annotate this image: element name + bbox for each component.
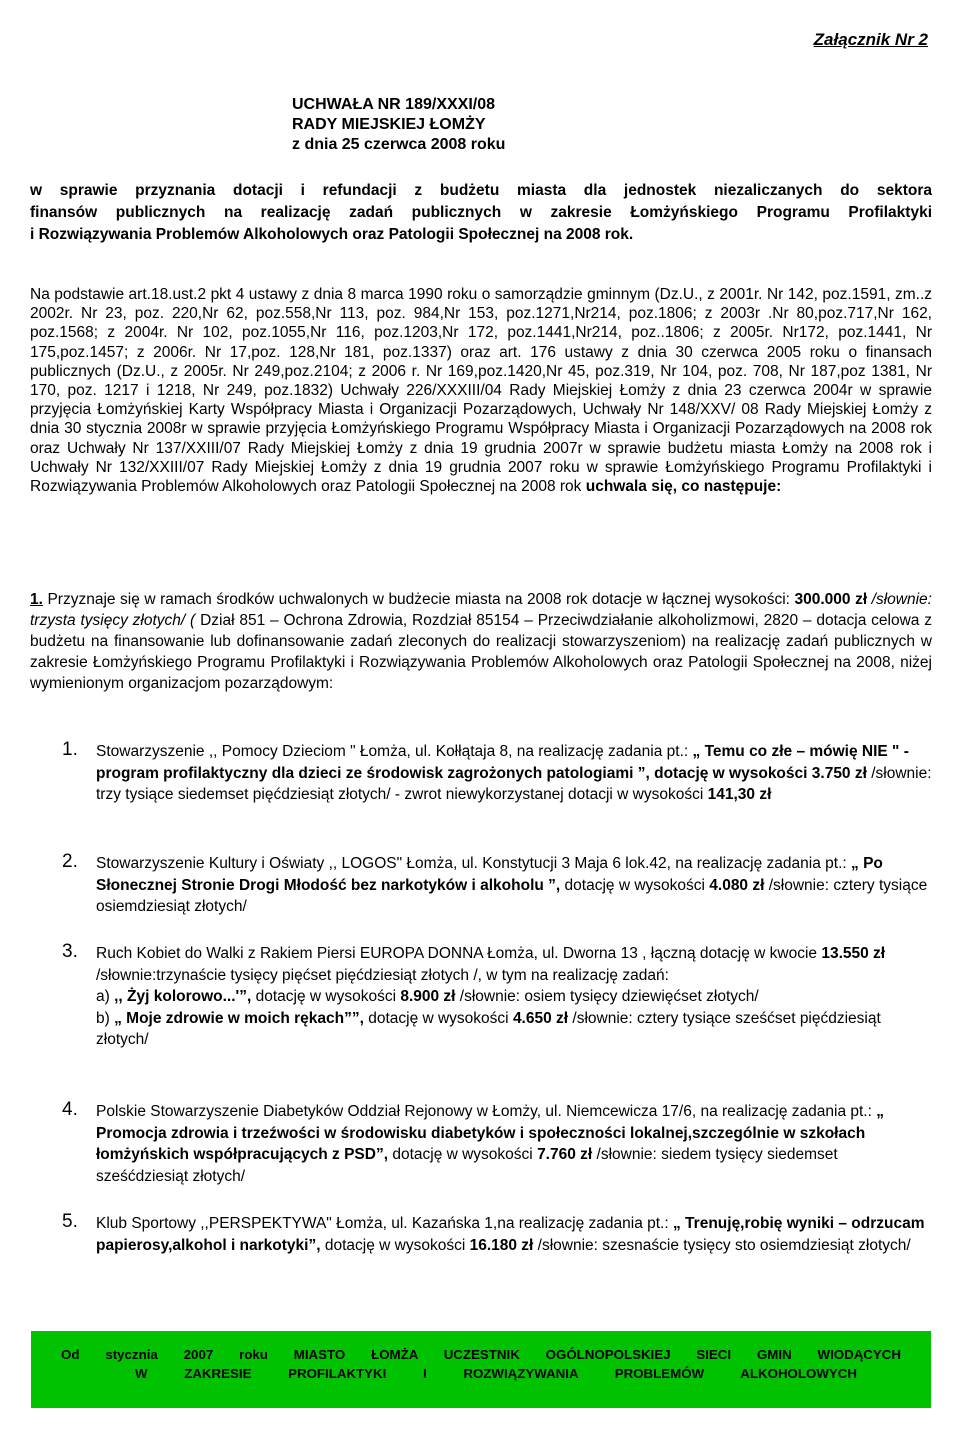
item-grant-phrase: dotację w wysokości <box>324 1236 466 1254</box>
sub-item-title: „ Moje zdrowie w moich rękach””, <box>114 1009 364 1027</box>
item-text <box>96 853 932 918</box>
item-refund-amount: 141,30 zł <box>707 786 772 803</box>
item-amount: 13.550 zł <box>821 945 886 962</box>
item-number: 4. <box>62 1099 78 1120</box>
sub-item-amount: 4.650 zł <box>512 1009 569 1027</box>
subject-line-1: w sprawie przyznania dotacji i refundacji z budżetu miasta dla jednostek niezaliczanych do sektora <box>30 182 932 199</box>
total-amount-words: /słownie: trzysta tysięcy złotych/ ( <box>30 591 932 629</box>
item-amount: 7.760 zł <box>537 1146 593 1163</box>
item-text <box>96 1101 932 1187</box>
banner-line-2: W ZAKRESIE PROFILAKTYKI I ROZWIĄZYWANIA PROBLEMÓW ALKOHOLOWYCH <box>135 1366 857 1381</box>
item-amount: 16.180 zł <box>469 1236 534 1254</box>
resolution-subject <box>30 180 932 246</box>
item-amount-words: /słownie: szesnaście tysięcy sto osiemdziesiąt złotych/ <box>537 1236 911 1254</box>
item-amount-words: /słownie: trzy tysiące siedemset pięćdziesiąt złotych/ - zwrot niewykorzystanej dotacji w wysokości <box>96 764 932 803</box>
item-amount: 4.080 zł <box>709 876 765 894</box>
item-task-title: „ Temu co złe – mówię NIE " - program profilaktyczny dla dzieci ze środowisk zagrożonych patologiami ”, dotację w wysokości <box>96 743 909 782</box>
item-number: 5. <box>62 1211 78 1232</box>
legal-basis-text: Na podstawie art.18.ust.2 pkt 4 ustawy z dnia 8 marca 1990 roku o samorządzie gminnym (Dz.U., z 2001r. Nr 142, poz.1591, zm..z 2002r. Nr 23, poz. 220,Nr 62, poz.558,Nr 113, poz. 984,Nr 153, poz.1271,Nr214, poz.1806; z 2003r .Nr 80,poz.717,Nr 162, poz.1568; z 2004r. Nr 102, poz.1055,Nr 116, poz.1203,Nr 172, poz.1441,Nr214, poz..1806; z 2005r. Nr172, poz.1441, Nr 175,poz.1457; z 2006r. Nr 17,poz. 128,Nr 181, poz.1337) oraz art. 176 ustawy z dnia 30 czerwca 2005 roku o finansach publicznych (Dz.U., z 2005r. Nr 249,poz.2104; z 2006 r. Nr 169,poz.1420,Nr 45, poz.319, Nr 104, poz. 708, Nr 187,poz 1381, Nr 170, poz. 1217 i 1218, Nr 249, poz.1832) Uchwały 226/XXXIII/04 Rady Miejskiej Łomży z dnia 23 czerwca 2004r w sprawie przyjęcia Łomżyńskiej Karty Współpracy Miasta i Organizacji Pozarządowych, Uchwały Nr 148/XXV/ 08 Rady Miejskiej Łomży z dnia 30 stycznia 2008r w sprawie przyjęcia Łomżyńskiego Programu Współpracy Miasta i Organizacji Pozarządowych na 2008 rok oraz Uchwały Nr 137/XXIII/07 Rady Miejskiej Łomży z dnia 19 grudnia 2007r w sprawie budżetu miasta Łomży na 2008 rok i Uchwały Nr 132/XXIII/07 Rady Miejskiej Łomży z dnia 19 grudnia 2007 roku w sprawie Łomżyńskiego Programu Profilaktyki i Rozwiązywania Problemów Alkoholowych oraz Patologii Społecznej na 2008 rok <box>30 286 932 496</box>
banner-line-1: Od stycznia 2007 roku MIASTO ŁOMŻA UCZESTNIK OGÓLNOPOLSKIEJ SIECI GMIN WIODĄCYCH <box>61 1347 901 1362</box>
item-text <box>96 741 932 806</box>
item-org: Stowarzyszenie Kultury i Oświaty ,, LOGOS" Łomża, ul. Konstytucji 3 Maja 6 lok.42, na realizację zadania pt.: <box>96 855 847 872</box>
resolution-date: z dnia 25 czerwca 2008 roku <box>292 136 506 153</box>
subject-line-3: i Rozwiązywania Problemów Alkoholowych oraz Patologii Społecznej na 2008 rok. <box>30 226 634 243</box>
item-grant-phrase: dotację w wysokości <box>564 876 705 894</box>
sub-item-amount-words: /słownie: cztery tysiące sześćset pięćdziesiąt złotych/ <box>96 1009 881 1048</box>
sub-item-amount-words: /słownie: osiem tysięcy dziewięćset złotych/ <box>459 988 759 1005</box>
network-banner <box>31 1331 931 1408</box>
item-text <box>96 943 932 1051</box>
council-name: RADY MIEJSKIEJ ŁOMŻY <box>292 116 486 133</box>
resolution-header <box>292 95 505 155</box>
item-org: Klub Sportowy ,,PERSPEKTYWA" Łomża, ul. Kazańska 1,na realizację zadania pt.: <box>96 1215 669 1232</box>
resolution-title: UCHWAŁA NR 189/XXXI/08 <box>292 96 496 113</box>
item-org: Stowarzyszenie ,, Pomocy Dzieciom " Łomża, ul. Kołłątaja 8, na realizację zadania pt.: <box>96 743 689 760</box>
section-1-text-a: Przyznaje się w ramach środków uchwalonych w budżecie miasta na 2008 rok dotacje w łącznej wysokości: <box>47 591 790 608</box>
total-amount: 300.000 zł <box>794 591 868 608</box>
item-number: 1. <box>62 739 78 760</box>
sub-item-title: ,, Żyj kolorowo...'”, <box>114 988 252 1005</box>
item-org: Ruch Kobiet do Walki z Rakiem Piersi EUROPA DONNA Łomża, ul. Dworna 13 , łączną dotację w kwocie <box>96 945 818 962</box>
item-grant-phrase: dotację w wysokości <box>392 1146 533 1163</box>
resolves-phrase: uchwala się, co następuje: <box>585 478 782 496</box>
item-number: 2. <box>62 851 78 872</box>
item-task-title: „ Po Słonecznej Stronie Drogi Młodość bez narkotyków i alkoholu ”, <box>96 855 883 894</box>
sub-item-amount: 8.900 zł <box>400 988 456 1005</box>
sub-item-b <box>96 1008 932 1051</box>
item-amount-words: /słownie: siedem tysięcy siedemset sześćdziesiąt złotych/ <box>96 1146 838 1185</box>
sub-item-grant-phrase: dotację w wysokości <box>368 1009 509 1027</box>
sub-item-grant-phrase: dotację w wysokości <box>255 988 397 1005</box>
sub-item-letter: a) <box>96 988 110 1005</box>
item-text <box>96 1213 932 1256</box>
section-1 <box>30 589 932 694</box>
annex-label: Załącznik Nr 2 <box>813 30 928 49</box>
sub-item-a <box>96 986 932 1008</box>
item-task-title: „ Promocja zdrowia i trzeźwości w środowisku diabetyków i społeczności lokalnej,szczególnie w szkołach łomżyńskich współpracujących z PSD”, <box>96 1103 884 1163</box>
legal-basis <box>30 285 932 496</box>
item-number: 3. <box>62 941 78 962</box>
sub-item-letter: b) <box>96 1009 110 1027</box>
item-org: Polskie Stowarzyszenie Diabetyków Oddział Rejonowy w Łomży, ul. Niemcewicza 17/6, na realizację zadania pt.: <box>96 1103 872 1120</box>
item-amount: 3.750 zł <box>811 764 867 782</box>
item-task-title: „ Trenuję,robię wyniki – odrzucam papierosy,alkohol i narkotyki”, <box>96 1215 925 1254</box>
section-1-text-b: Dział 851 – Ochrona Zdrowia, Rozdział 85154 – Przeciwdziałanie alkoholizmowi, 2820 – dotacja celowa z budżetu na finansowanie lub dofinansowanie zadań zleconych do realizacji stowarzyszeniom) na realizację zadań publicznych w zakresie Łomżyńskiego Programu Profilaktyki i Rozwiązywania Problemów Alkoholowych oraz Patologii Społecznej na 2008, niżej wymienionym organizacjom pozarządowym: <box>30 612 932 692</box>
item-amount-words: /słownie:trzynaście tysięcy pięćset pięćdziesiąt złotych /, w tym na realizację zadań: <box>96 966 669 984</box>
section-number: 1. <box>30 591 43 608</box>
subject-line-2: finansów publicznych na realizację zadań publicznych w zakresie Łomżyńskiego Programu Profilaktyki <box>30 204 932 221</box>
item-amount-words: /słownie: cztery tysiące osiemdziesiąt złotych/ <box>96 876 928 915</box>
